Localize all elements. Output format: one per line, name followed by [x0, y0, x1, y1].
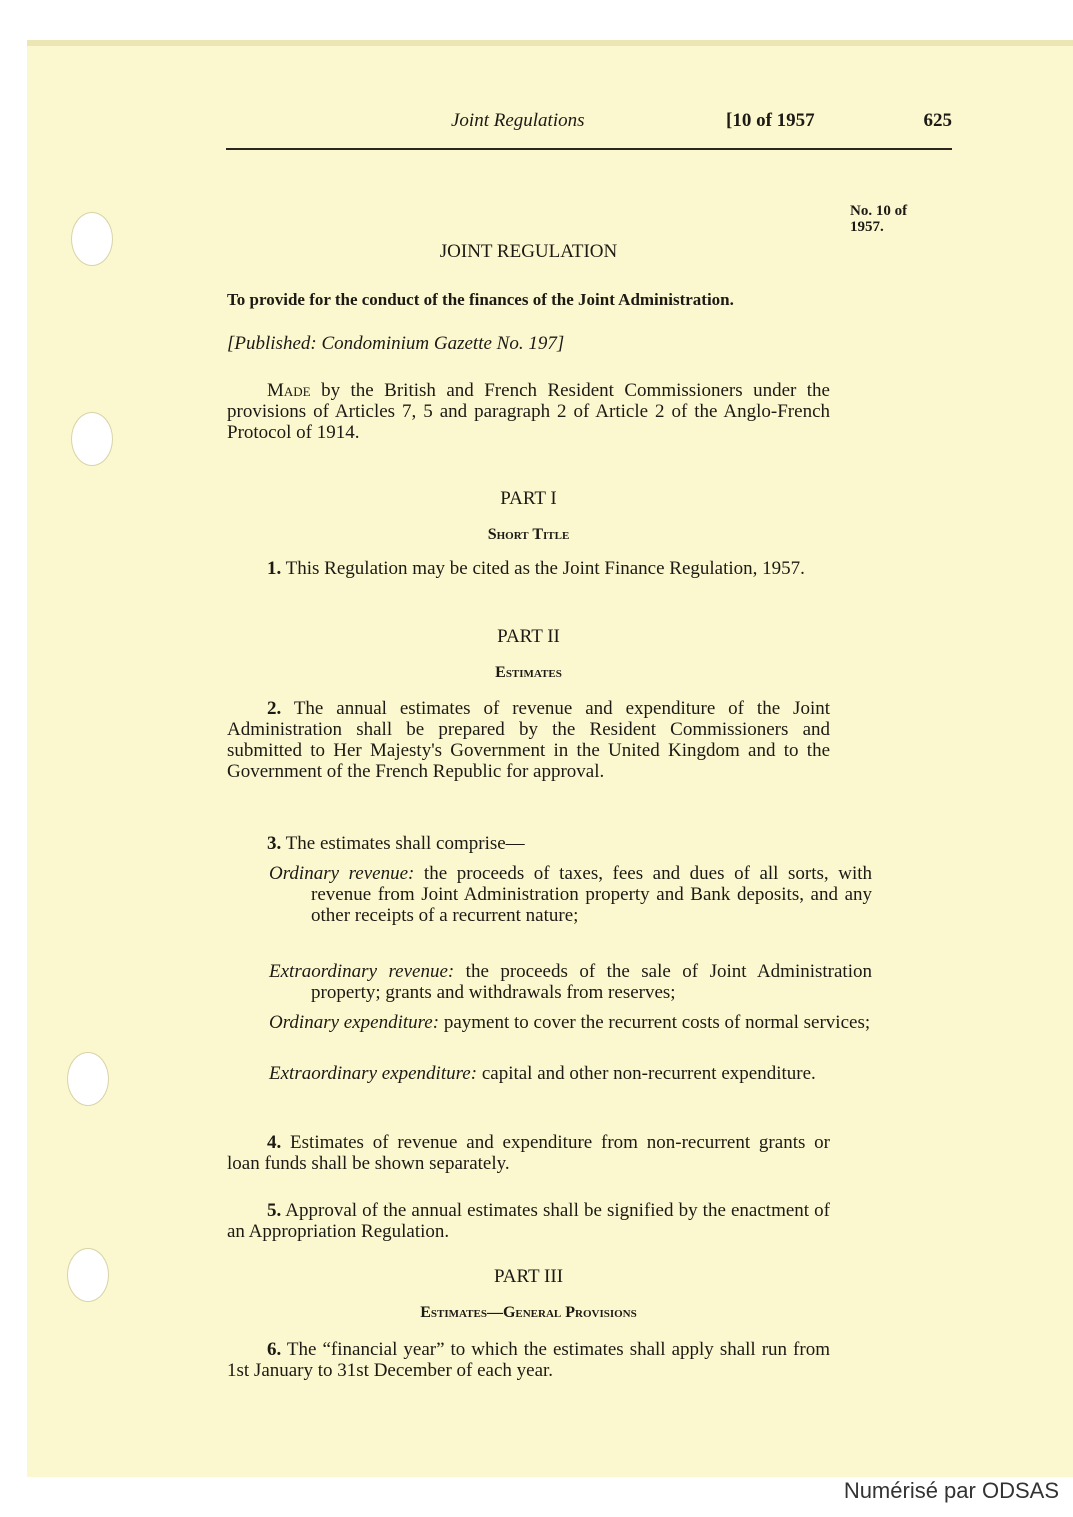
preamble-text: by the British and French Resident Commissioners under the provisions of Articles 7, 5 and paragraph 2 of Article 2 of the Anglo-French Protocol of 1914. [227, 380, 830, 443]
section-1-number: 1. [267, 558, 282, 579]
part-2-label: PART II [497, 626, 560, 647]
definition-text: payment to cover the recurrent costs of normal services; [439, 1012, 871, 1033]
punch-hole-1 [71, 212, 113, 266]
definition-term: Extraordinary revenue: [269, 961, 455, 982]
section-6-number: 6. [267, 1339, 282, 1360]
definition-extraordinary-expenditure [269, 1063, 872, 1084]
header-rule [226, 148, 952, 150]
section-1-text: This Regulation may be cited as the Joint Finance Regulation, 1957. [281, 558, 805, 579]
definition-text: the proceeds of the sale of Joint Administration property; grants and withdrawals from reserves; [311, 961, 872, 1003]
punch-hole-2 [71, 412, 113, 466]
part-1-label: PART I [500, 488, 557, 509]
section-5-number: 5. [267, 1200, 282, 1221]
part-3-heading: Estimates—General Provisions [420, 1304, 637, 1321]
definition-ordinary-expenditure [269, 1012, 872, 1033]
section-4-text: Estimates of revenue and expenditure from non-recurrent grants or loan funds shall be shown separately. [227, 1132, 830, 1174]
marginal-note-line-2: 1957. [850, 219, 884, 235]
section-6 [227, 1339, 830, 1381]
section-3-number: 3. [267, 833, 282, 854]
running-header [226, 110, 952, 140]
section-3-text: The estimates shall comprise— [281, 833, 525, 854]
section-5-text: Approval of the annual estimates shall be signified by the enactment of an Appropriation Regulation. [227, 1200, 830, 1242]
section-6-text: The “financial year” to which the estimates shall apply shall run from 1st January to 31st December of each year. [227, 1339, 830, 1381]
section-3 [227, 833, 830, 854]
section-1 [227, 558, 830, 579]
definition-text: capital and other non-recurrent expenditure. [477, 1063, 816, 1084]
running-title: Joint Regulations [451, 110, 585, 131]
long-title: To provide for the conduct of the finances of the Joint Administration. [227, 290, 734, 309]
digitization-stamp: Numérisé par ODSAS [843, 1478, 1059, 1503]
preamble [227, 380, 830, 443]
definition-text: the proceeds of taxes, fees and dues of all sorts, with revenue from Joint Administration property and Bank deposits, and any other receipts of a recurrent nature; [311, 863, 873, 926]
page-top-shadow [27, 40, 1073, 46]
part-3-label: PART III [493, 1266, 564, 1287]
definition-term: Extraordinary expenditure: [269, 1063, 478, 1084]
marginal-note-line-1: No. 10 of [850, 203, 908, 219]
punch-hole-4 [67, 1248, 109, 1302]
section-2-text: The annual estimates of revenue and expenditure of the Joint Administration shall be prepared by the Resident Commissioners and submitted to Her Majesty's Government in the United Kingdom and to the Government of the French Republic for approval. [227, 698, 830, 782]
marginal-note [850, 203, 960, 235]
section-2 [227, 698, 830, 782]
section-2-number: 2. [267, 698, 282, 719]
preamble-lead: Made [267, 380, 311, 401]
punch-hole-3 [67, 1052, 109, 1106]
published-note: [Published: Condominium Gazette No. 197] [227, 333, 565, 354]
definition-ordinary-revenue [269, 863, 872, 926]
page-number: 625 [923, 110, 952, 131]
definition-term: Ordinary expenditure: [269, 1012, 440, 1033]
regulation-number: [10 of 1957 [726, 110, 815, 131]
part-1-heading: Short Title [487, 526, 570, 543]
section-4 [227, 1132, 830, 1174]
part-2-heading: Estimates [495, 664, 562, 681]
definition-term: Ordinary revenue: [269, 863, 415, 884]
definition-extraordinary-revenue [269, 961, 872, 1003]
section-4-number: 4. [267, 1132, 282, 1153]
document-title: JOINT REGULATION [439, 241, 618, 262]
section-5 [227, 1200, 830, 1242]
